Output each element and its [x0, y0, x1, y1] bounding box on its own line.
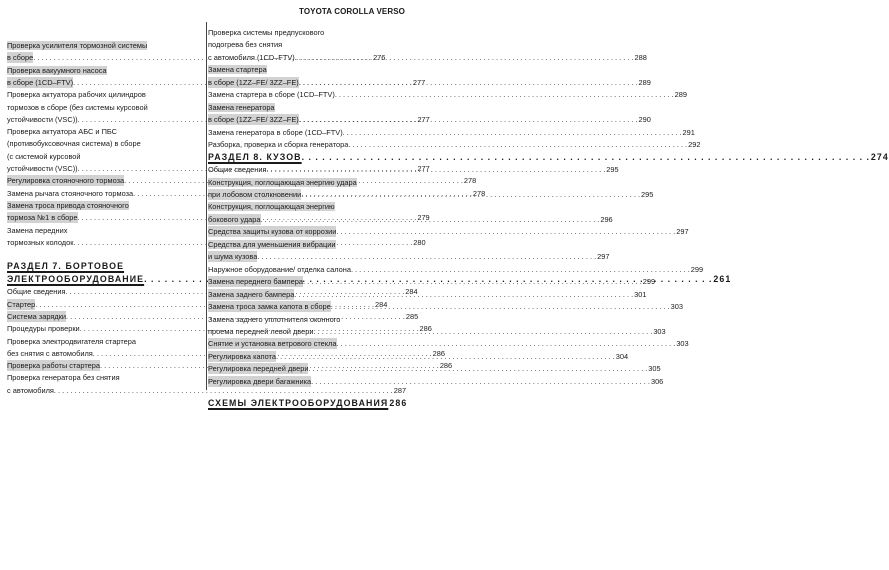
dot-leader: [314, 326, 653, 337]
page-number: 305: [648, 364, 661, 374]
entry-title: Регулировка двери багажника: [208, 376, 312, 386]
page-number: 299: [690, 264, 704, 274]
toc-entry: [208, 27, 405, 38]
entry-title: и шума кузова: [208, 252, 258, 262]
toc-entry: [208, 127, 695, 138]
entry-title: Проверка генератора без снятия: [7, 373, 120, 383]
page-number: 301: [634, 289, 647, 299]
page-number: 279: [417, 213, 430, 223]
toc-entry: [7, 200, 207, 211]
toc-entry: [208, 52, 647, 63]
page-number: 285: [405, 311, 419, 321]
page-number: 295: [641, 190, 654, 199]
page-number: 277: [417, 164, 430, 173]
entry-title: Замена заднего бампера: [208, 289, 295, 299]
entry-title: Проверка актуатора АБС и ПБС: [7, 127, 117, 137]
toc-entry: [208, 314, 405, 325]
entry-title: Разборка, проверка и сборка генератора: [208, 140, 349, 150]
entry-title: (с системой курсовой: [7, 151, 81, 161]
entry-title: Проверка электродвигателя стартера: [7, 336, 137, 346]
toc-entry: [208, 264, 704, 275]
entry-title: Наружное оборудование/ отделка салона: [208, 264, 351, 274]
toc-entry: [208, 201, 405, 212]
toc-entry: [208, 226, 689, 237]
page-number: 303: [676, 339, 689, 349]
dot-leader: [266, 164, 605, 175]
page-number: 296: [600, 214, 613, 224]
dot-leader: [261, 214, 600, 225]
dot-leader: [308, 363, 647, 374]
entry-title: в сборе (1CD–FTV): [7, 77, 74, 87]
entry-title: Система зарядки: [7, 311, 67, 321]
page-number: 289: [638, 77, 651, 87]
toc-entry: [208, 139, 701, 150]
page-number: 274: [870, 151, 889, 162]
toc-entry: [208, 89, 687, 100]
entry-title: РАЗДЕЛ 7. БОРТОВОЕ: [7, 261, 125, 272]
entry-title: Регулировка стояночного тормоза: [7, 176, 125, 186]
page-number: 286: [432, 348, 445, 358]
entry-title: Замена генератора в сборе (1CD–FTV): [208, 127, 343, 137]
toc-entry: [208, 177, 405, 188]
entry-title: в сборе: [7, 53, 34, 63]
entry-title: тормоза №1 в сборе: [7, 213, 78, 223]
entry-title: проема передней левой двери: [208, 326, 314, 336]
page-number: 289: [674, 90, 687, 100]
entry-title: Общие сведения: [208, 165, 267, 175]
page-number: 290: [638, 115, 651, 125]
toc-entry: [7, 40, 207, 51]
dot-leader: [331, 301, 670, 312]
dot-leader: [294, 289, 633, 300]
entry-title: Замена рычага стояночного тормоза: [7, 188, 134, 198]
section-heading: [7, 261, 207, 272]
entry-title: Общие сведения: [7, 287, 66, 297]
entry-title: Конструкция, поглощающая энергию удара: [208, 177, 357, 187]
page-number: 303: [670, 302, 683, 312]
toc-entry: [7, 225, 207, 236]
page-number: 284: [405, 287, 418, 297]
entry-title: в сборе (1ZZ–FE/ 3ZZ–FE): [208, 77, 299, 87]
entry-title: СХЕМЫ ЭЛЕКТРООБОРУДОВАНИЯ: [208, 398, 389, 409]
entry-title: Замена заднего уплотнителя оконного: [208, 314, 341, 324]
toc-entry: [208, 102, 405, 113]
entry-title: с автомобиля: [7, 385, 54, 395]
page-number: 276: [373, 53, 386, 63]
entry-title: Средства для уменьшения вибрации: [208, 239, 336, 249]
entry-title: Замена передних: [7, 225, 68, 235]
entry-title: Замена троса привода стояночного: [7, 200, 129, 210]
entry-title: Конструкция, поглощающая энергию: [208, 202, 335, 212]
page-number: 304: [615, 351, 629, 361]
entry-title: устойчивости (VSC)): [7, 114, 78, 124]
page-number: 292: [688, 140, 701, 150]
entry-title: Замена генератора: [208, 102, 275, 112]
toc-entry: [7, 102, 207, 113]
entry-title: Проверка актуатора рабочих цилиндров: [7, 90, 146, 100]
page-number: 286: [439, 361, 453, 371]
entry-title: Регулировка передней двери: [208, 364, 309, 374]
page-number: 297: [676, 227, 689, 237]
toc-entry: [208, 338, 689, 349]
entry-title: Стартер: [7, 299, 36, 309]
page-number: 303: [653, 326, 666, 336]
dot-leader: [335, 89, 674, 100]
dot-leader: [257, 251, 596, 262]
dot-leader: [343, 127, 682, 138]
page-number: 278: [472, 188, 486, 198]
column-divider: [206, 22, 207, 390]
running-header: TOYOTA COROLLA VERSO: [298, 7, 405, 16]
toc-entry: [7, 138, 207, 149]
entry-title: при лобовом столкновении: [208, 190, 302, 199]
page-number: 277: [412, 77, 426, 87]
section-heading: [208, 151, 889, 163]
entry-title: Замена стартера: [208, 65, 267, 75]
toc-entry: [7, 126, 207, 137]
page-number: 287: [393, 385, 407, 395]
page-number: 286: [419, 324, 432, 334]
dot-leader: [299, 77, 638, 88]
toc-entry: [7, 372, 207, 383]
page-number: 299: [642, 277, 656, 287]
section-heading: [208, 398, 408, 409]
page-number: 261: [713, 273, 732, 284]
entry-title: с автомобиля (1CD–FTV): [208, 52, 295, 62]
entry-title: Проверка усилителя тормозной системы: [7, 41, 148, 50]
page-number: 288: [634, 52, 647, 62]
entry-title: Проверка системы предпускового: [208, 28, 325, 37]
dot-leader: [295, 52, 634, 63]
dot-leader: [302, 152, 870, 163]
entry-title: без снятия с автомобиля: [7, 348, 93, 358]
toc-entry: [208, 251, 610, 262]
toc-entry: [208, 239, 405, 250]
dot-leader: [311, 376, 650, 387]
dot-leader: [299, 114, 638, 125]
entry-title: Снятие и установка ветрового стекла: [208, 339, 337, 349]
toc-entry: [7, 336, 207, 347]
toc-entry: [208, 376, 664, 387]
page-number: 284: [375, 299, 388, 309]
entry-title: устойчивости (VSC)): [7, 164, 78, 173]
page-number: 280: [413, 237, 426, 247]
page-number: 286: [389, 398, 408, 409]
page-number: 306: [650, 376, 664, 386]
page-number: 291: [682, 127, 695, 137]
entry-title: подогрева без снятия: [208, 40, 283, 50]
entry-title: Замена стартера в сборе (1CD–FTV): [208, 90, 335, 100]
entry-title: тормозов в сборе (без системы курсовой: [7, 102, 148, 112]
dot-leader: [303, 276, 642, 287]
dot-leader: [301, 189, 640, 200]
entry-title: Средства защиты кузова от коррозии: [208, 227, 337, 237]
dot-leader: [276, 351, 615, 362]
entry-title: Проверка вакуумного насоса: [7, 65, 107, 75]
toc-entry: [7, 89, 207, 100]
entry-title: Процедуры проверки: [7, 324, 80, 334]
entry-title: Регулировка капота: [208, 351, 276, 361]
toc-entry: [208, 276, 656, 287]
toc-entry: [7, 65, 207, 76]
entry-title: (противобуксовочная система) в сборе: [7, 139, 141, 149]
entry-title: тормозных колодок: [7, 237, 74, 247]
dot-leader: [337, 338, 676, 349]
page-number: 297: [597, 252, 610, 262]
page-number: 295: [606, 165, 619, 175]
toc-entry: [208, 39, 405, 50]
entry-title: Проверка работы стартера: [7, 361, 100, 371]
entry-title: ЭЛЕКТРООБОРУДОВАНИЕ: [7, 273, 145, 284]
entry-title: бокового удара: [208, 214, 261, 224]
toc-entry: [208, 64, 405, 75]
entry-title: РАЗДЕЛ 8. КУЗОВ: [208, 151, 302, 162]
toc-entry: [208, 301, 683, 312]
toc-entry: [7, 151, 207, 162]
dot-leader: [351, 264, 690, 275]
dot-leader: [336, 226, 675, 237]
entry-title: в сборе (1ZZ–FE/ 3ZZ–FE): [208, 115, 299, 125]
entry-title: Замена троса замка капота в сборе: [208, 302, 331, 312]
page-number: 277: [417, 114, 430, 124]
dot-leader: [348, 139, 687, 150]
toc-entry: [7, 385, 407, 396]
page-number: 278: [463, 176, 477, 186]
entry-title: Замена переднего бампера: [208, 277, 303, 287]
